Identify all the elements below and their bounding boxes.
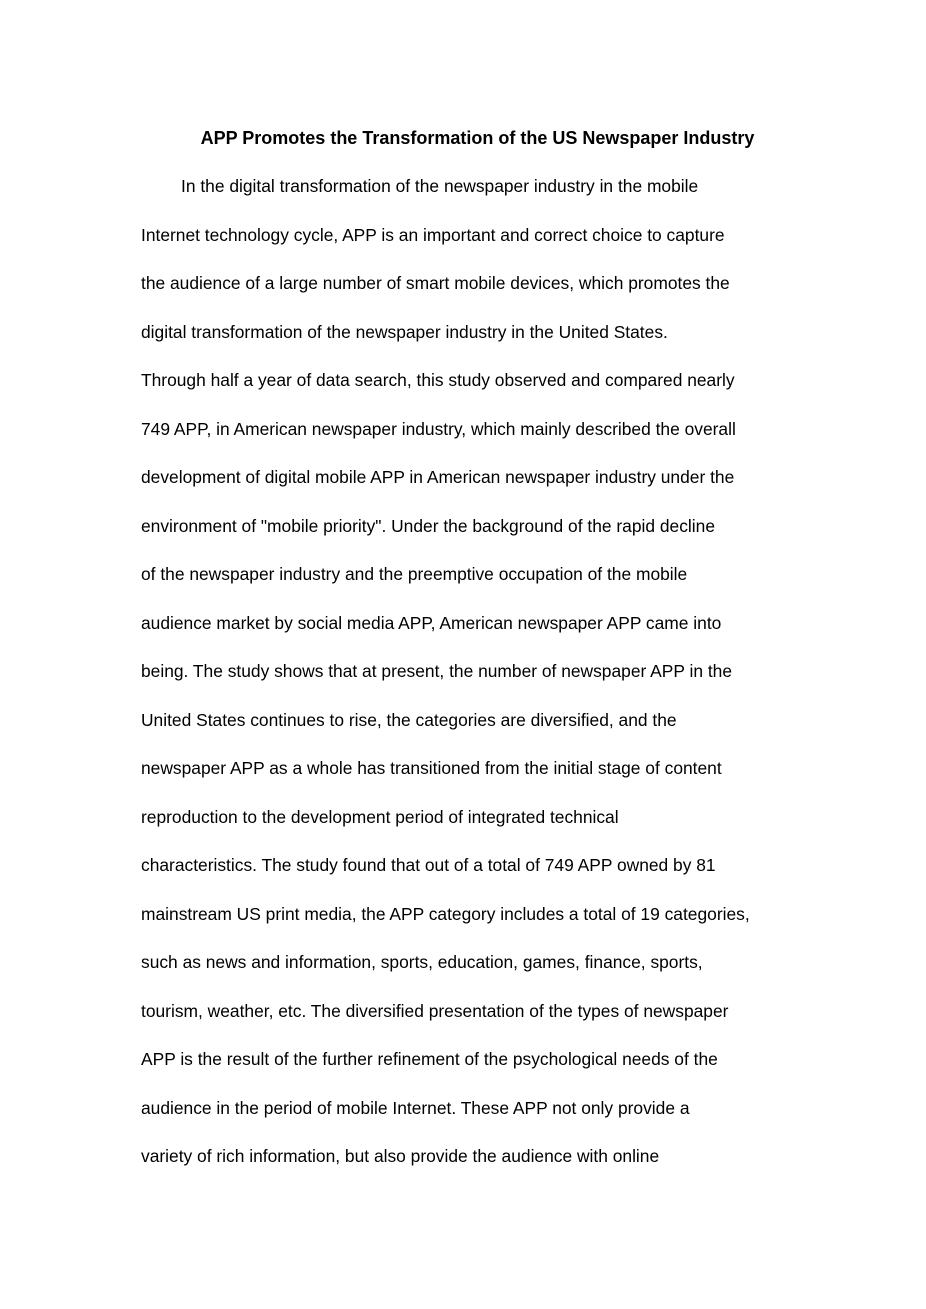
- body-line: reproduction to the development period of integrated technical: [141, 807, 619, 827]
- body-line: such as news and information, sports, education, games, finance, sports,: [141, 952, 703, 972]
- body-line: Internet technology cycle, APP is an important and correct choice to capture: [141, 225, 725, 245]
- body-line: digital transformation of the newspaper industry in the United States.: [141, 322, 668, 342]
- body-line: United States continues to rise, the categories are diversified, and the: [141, 710, 677, 730]
- body-line: being. The study shows that at present, the number of newspaper APP in the: [141, 661, 733, 681]
- body-line: tourism, weather, etc. The diversified presentation of the types of newspaper: [141, 1001, 729, 1021]
- body-line: the audience of a large number of smart mobile devices, which promotes the: [141, 273, 730, 293]
- body-line: In the digital transformation of the newspaper industry in the mobile: [181, 176, 699, 196]
- body-line: audience market by social media APP, American newspaper APP came into: [141, 613, 722, 633]
- body-line: audience in the period of mobile Internet. These APP not only provide a: [141, 1098, 690, 1118]
- body-line: newspaper APP as a whole has transitioned from the initial stage of content: [141, 758, 722, 778]
- body-line: variety of rich information, but also provide the audience with online: [141, 1146, 660, 1166]
- body-line: mainstream US print media, the APP category includes a total of 19 categories,: [141, 904, 750, 924]
- body-line: 749 APP, in American newspaper industry, which mainly described the overall: [141, 419, 736, 439]
- body-line: of the newspaper industry and the preemptive occupation of the mobile: [141, 564, 688, 584]
- body-line: Through half a year of data search, this study observed and compared nearly: [141, 370, 735, 390]
- document-title: APP Promotes the Transformation of the US Newspaper Industry: [200, 128, 755, 148]
- body-line: development of digital mobile APP in American newspaper industry under the: [141, 467, 735, 487]
- body-line: environment of "mobile priority". Under the background of the rapid decline: [141, 516, 715, 536]
- body-line: characteristics. The study found that out of a total of 749 APP owned by 81: [141, 855, 716, 875]
- body-line: APP is the result of the further refinement of the psychological needs of the: [141, 1049, 718, 1069]
